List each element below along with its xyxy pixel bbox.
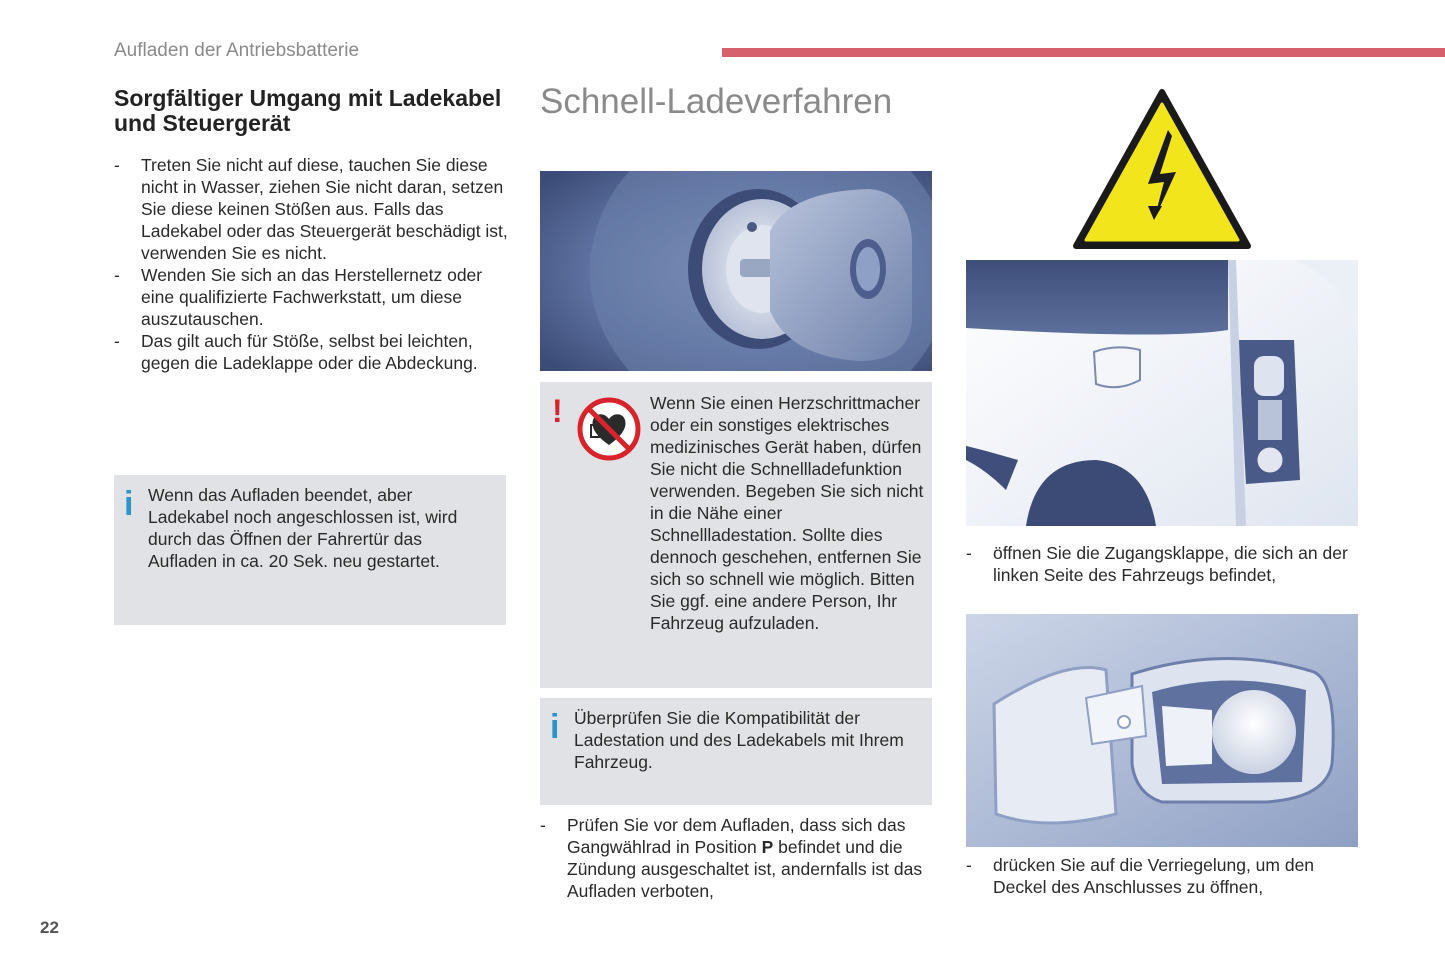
- info-icon: i: [124, 485, 134, 523]
- exclamation-icon: !: [552, 393, 563, 429]
- info-icon: i: [550, 708, 560, 746]
- high-voltage-icon: [1072, 88, 1252, 252]
- list-item: - Das gilt auch für Stöße, selbst bei leichten, gegen die Ladeklappe oder die Abdeckung.: [114, 330, 509, 374]
- cable-care-list: [114, 154, 509, 374]
- info-box-text: Überprüfen Sie die Kompatibilität der Ladestation und des Ladekabels mit Ihrem Fahrzeug.: [574, 708, 904, 772]
- charging-flap-car-icon: [966, 260, 1358, 526]
- section-heading-cable-care: Sorgfältiger Umgang mit Ladekabel und Steuergerät: [114, 85, 502, 136]
- gear-check-list: [540, 814, 932, 902]
- gear-position-label: P: [761, 837, 774, 857]
- charging-socket-icon: [966, 614, 1358, 847]
- header-accent-bar: [722, 48, 1445, 57]
- charging-flap-photo: [966, 260, 1358, 526]
- info-box-restart: [114, 475, 506, 625]
- info-box-text: Wenn das Aufladen beendet, aber Ladekabel noch angeschlossen ist, wird durch das Öffnen der Fahrertür das Aufladen in ca. 20 Sek. neu gestartet.: [148, 485, 458, 571]
- list-item: - drücken Sie auf die Verriegelung, um den Deckel des Anschlusses zu öffnen,: [966, 854, 1358, 898]
- list-item: - öffnen Sie die Zugangsklappe, die sich an der linken Seite des Fahrzeugs befindet,: [966, 542, 1358, 586]
- list-item-text: Prüfen Sie vor dem Aufladen, dass sich das Gangwählrad in Position: [567, 815, 906, 857]
- list-item: - Wenden Sie sich an das Herstellernetz oder eine qualifizierte Fachwerkstatt, um diese auszutauschen.: [114, 264, 509, 330]
- page-number: 22: [40, 918, 59, 937]
- open-flap-list: [966, 542, 1358, 586]
- warning-box-pacemaker: [540, 382, 932, 688]
- charging-socket-photo: [966, 614, 1358, 847]
- ignition-key-icon: [540, 171, 932, 371]
- no-pacemaker-icon: [577, 397, 641, 461]
- list-item: [540, 814, 932, 902]
- warning-box-text: Wenn Sie einen Herzschrittmacher oder ein sonstiges elektrisches medizinisches Gerät haben, dürfen Sie nicht die Schnellladefunktion verwenden. Begeben Sie sich nicht in die Nähe einer Schnellladestation. Sollte dies dennoch geschehen, entfernen Sie sich so schnell wie möglich. Bitten Sie ggf. eine andere Person, Ihr Fahrzeug aufzuladen.: [650, 393, 924, 633]
- info-box-compatibility: [540, 698, 932, 805]
- list-item-text: befindet und die Zündung ausgeschaltet ist, andernfalls ist das Aufladen verboten,: [567, 837, 923, 901]
- unlock-socket-list: [966, 854, 1358, 898]
- ignition-photo: [540, 171, 932, 371]
- list-item: - Treten Sie nicht auf diese, tauchen Sie diese nicht in Wasser, ziehen Sie nicht daran, setzen Sie diese keinen Stößen aus. Falls das Ladekabel oder das Steuergerät beschädigt ist, verwenden Sie es nicht.: [114, 154, 509, 264]
- section-heading-fast-charge: Schnell-Ladeverfahren: [540, 82, 893, 121]
- page-header-title: Aufladen der Antriebsbatterie: [114, 40, 360, 61]
